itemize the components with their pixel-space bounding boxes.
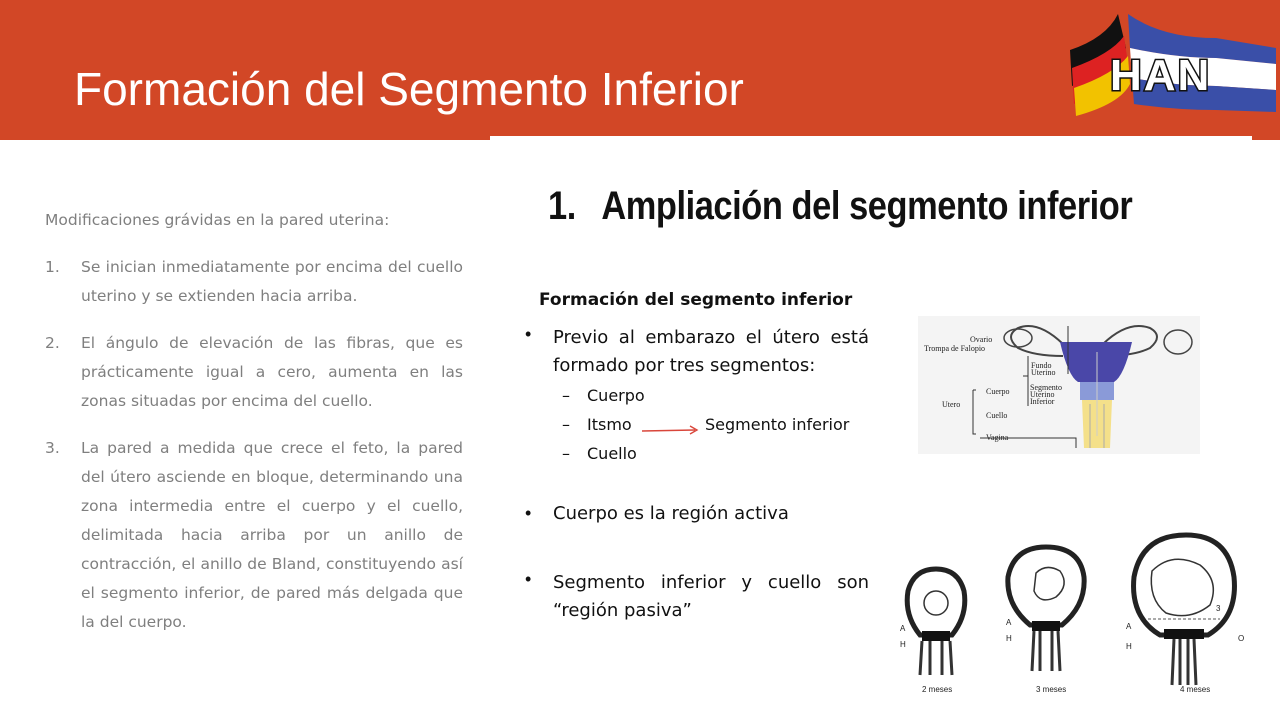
label-uterino-2: Uterino — [1030, 390, 1055, 399]
list-text: El ángulo de elevación de las fibras, que es prácticamente igual a cero, aumenta en las zonas situadas por encima del cuello. — [81, 334, 463, 410]
sub-item-cuello: Cuello — [587, 444, 637, 463]
label-trompa: Trompa de Falopio — [924, 344, 986, 353]
label-a: A — [900, 624, 906, 633]
label-cuello: Cuello — [986, 411, 1008, 420]
dash-icon: – — [562, 415, 570, 434]
panel-heading-text: Ampliación del segmento inferior — [601, 184, 1133, 228]
list-number: 1. — [45, 258, 60, 276]
label-3-meses: 3 meses — [1036, 685, 1067, 694]
bullet-icon: • — [525, 324, 532, 344]
dash-icon: – — [562, 444, 570, 463]
list-item — [45, 253, 463, 311]
modifications-list — [45, 253, 463, 637]
han-logo — [1066, 8, 1280, 120]
bullet-text-3: Segmento inferior y cuello son “región pasiva” — [553, 572, 869, 621]
bullet-icon: • — [525, 503, 532, 523]
uterus-4-months — [1126, 535, 1244, 694]
list-number: 3. — [45, 439, 60, 457]
label-3: 3 — [1216, 604, 1221, 613]
sub-item-cuerpo: Cuerpo — [587, 386, 645, 405]
list-item — [45, 434, 463, 637]
label-utero: Utero — [942, 400, 961, 409]
intro-text: Modificaciones grávidas en la pared uterina: — [45, 211, 390, 229]
panel-heading — [548, 184, 1132, 229]
label-o: O — [1238, 634, 1245, 643]
label-inferior: Inferior — [1030, 397, 1055, 406]
label-h: H — [1006, 634, 1012, 643]
sub-item-segmento-inferior: Segmento inferior — [705, 415, 850, 434]
pregnancy-months-figure — [890, 525, 1260, 700]
label-fundo: Fundo — [1031, 361, 1052, 370]
label-vagina: Vagina — [986, 433, 1009, 442]
sub-item-itsmo: Itsmo — [587, 415, 632, 434]
left-text-column — [45, 206, 463, 655]
label-a: A — [1126, 622, 1132, 631]
list-item — [45, 329, 463, 416]
list-text: La pared a medida que crece el feto, la pared del útero asciende en bloque, determinando una zona intermedia entre el cuerpo y el cuello, delimitada hacia arriba por un anillo de contracción, el anillo de Bland, constituyendo así el segmento inferior, de pared más delgada que la del cuerpo. — [81, 439, 463, 631]
label-segmento: Segmento — [1030, 383, 1062, 392]
label-4-meses: 4 meses — [1180, 685, 1211, 694]
label-h: H — [1126, 642, 1132, 651]
logo-text: HAN — [1110, 51, 1212, 100]
uterus-anatomy-figure — [918, 316, 1200, 454]
uterus-2-months — [900, 569, 965, 694]
label-ovario: Ovario — [970, 335, 993, 344]
list-text: Se inician inmediatamente por encima del cuello uterino y se extienden hacia arriba. — [81, 258, 463, 305]
label-2-meses: 2 meses — [922, 685, 953, 694]
label-a: A — [1006, 618, 1012, 627]
slide-title: Formación del Segmento Inferior — [74, 63, 744, 115]
divider-strip — [490, 136, 1252, 142]
panel-subheading: Formación del segmento inferior — [539, 290, 853, 310]
bullet-icon: • — [525, 569, 532, 589]
panel-heading-number: 1. — [548, 184, 576, 228]
label-h: H — [900, 640, 906, 649]
list-number: 2. — [45, 334, 60, 352]
uterus-3-months — [1006, 547, 1084, 694]
dash-icon: – — [562, 386, 570, 405]
arrow-icon — [641, 424, 701, 436]
bullet-text-2: Cuerpo es la región activa — [553, 503, 789, 524]
bullet-text-1: Previo al embarazo el útero está formado por tres segmentos: — [553, 327, 869, 376]
label-uterino: Uterino — [1031, 368, 1056, 377]
label-cuerpo: Cuerpo — [986, 387, 1010, 396]
